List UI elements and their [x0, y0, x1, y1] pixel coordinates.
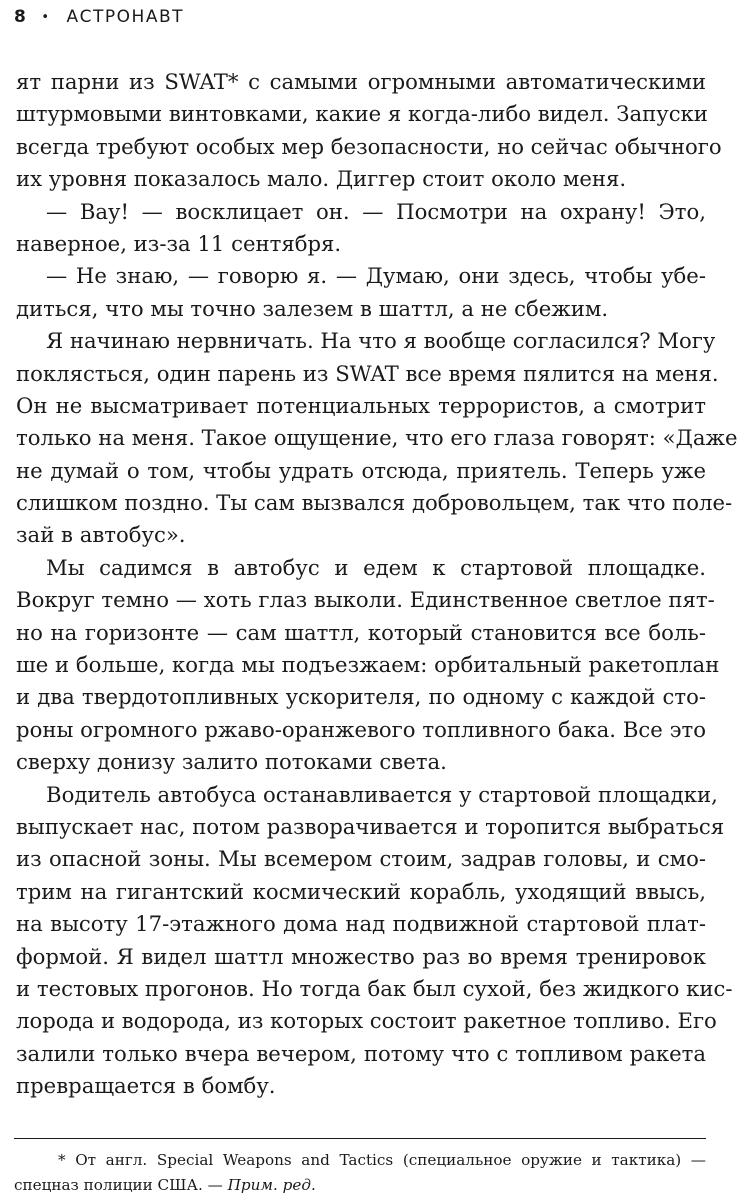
text-line: всегда требуют особых мер безопасности, но сейчас обычного: [16, 133, 722, 159]
page-number: 8: [14, 7, 28, 27]
running-head: [14, 4, 184, 30]
text-line: не думай о том, чтобы удрать отсюда, приятель. Теперь уже: [16, 457, 706, 483]
footnote-line: [14, 1173, 706, 1198]
header-bullet: •: [41, 9, 51, 25]
text-line: формой. Я видел шаттл множество раз во время тренировок: [16, 943, 706, 969]
text-line: — Не знаю, — говорю я. — Думаю, они здесь, чтобы убе-: [46, 263, 706, 289]
footnote-text: спецназ полиции США. —: [14, 1176, 228, 1194]
text-line: и тестовых прогонов. Но тогда бак был сухой, без жидкого кис-: [16, 975, 733, 1001]
text-line: трим на гигантский космический корабль, уходящий ввысь,: [16, 878, 706, 904]
text-line: но на горизонте — сам шаттл, который становится все боль-: [16, 619, 706, 645]
text-line: Он не высматривает потенциальных террористов, а смотрит: [16, 392, 706, 418]
text-line: — Вау! — восклицает он. — Посмотри на охрану! Это,: [46, 198, 706, 224]
text-line: и два твердотопливных ускорителя, по одному с каждой сто-: [16, 684, 706, 710]
text-line: поклясться, один парень из SWAT все время пялится на меня.: [16, 360, 719, 386]
text-line: сверху донизу залито потоками света.: [16, 749, 447, 775]
text-line: Я начинаю нервничать. На что я вообще согласился? Могу: [46, 328, 716, 354]
text-line: Мы садимся в автобус и едем к стартовой площадке.: [46, 554, 706, 580]
text-line: роны огромного ржаво-оранжевого топливного бака. Все это: [16, 716, 706, 742]
text-line: слишком поздно. Ты сам вызвался добровольцем, так что поле-: [16, 490, 733, 516]
text-line: залили только вчера вечером, потому что с топливом ракета: [16, 1040, 706, 1066]
text-line: из опасной зоны. Мы всемером стоим, задрав головы, и смо-: [16, 846, 706, 872]
text-line: Вокруг темно — хоть глаз выколи. Единственное светлое пят-: [16, 587, 715, 613]
text-line: ше и больше, когда мы подъезжаем: орбитальный ракетоплан: [16, 652, 720, 678]
text-line: их уровня показалось мало. Диггер стоит около меня.: [16, 166, 627, 192]
text-line: превращается в бомбу.: [16, 1073, 276, 1099]
footnote-line: * От англ. Special Weapons and Tactics (специальное оружие и тактика) —: [58, 1151, 706, 1169]
text-line: выпускает нас, потом разворачивается и торопится выбраться: [16, 813, 725, 839]
text-line: диться, что мы точно залезем в шаттл, а не сбежим.: [16, 295, 609, 321]
text-line: штурмовыми винтовками, какие я когда-либо видел. Запуски: [16, 101, 708, 127]
text-line: Водитель автобуса останавливается у стартовой площадки,: [46, 781, 718, 807]
body-text: [16, 66, 738, 1103]
footnote: [14, 1148, 706, 1198]
footnote-divider: [14, 1138, 706, 1139]
text-line: лорода и водорода, из которых состоит ракетное топливо. Его: [16, 1008, 717, 1034]
text-line: только на меня. Такое ощущение, что его глаза говорят: «Даже: [16, 425, 738, 451]
running-title: АСТРОНАВТ: [66, 7, 184, 27]
text-line: на высоту 17-этажного дома над подвижной стартовой плат-: [16, 911, 706, 937]
text-line: зай в автобус».: [16, 522, 186, 548]
text-line: ят парни из SWAT* с самыми огромными автоматическими: [16, 69, 706, 94]
text-line: наверное, из-за 11 сентября.: [16, 230, 342, 256]
editor-note: Прим. ред.: [227, 1176, 316, 1194]
